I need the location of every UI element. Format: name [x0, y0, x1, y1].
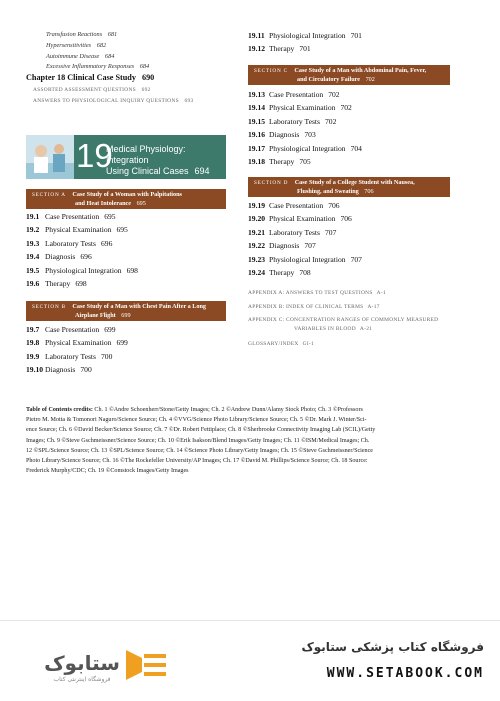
entry-page: 692 — [141, 87, 151, 93]
section-title: Flushing, and Sweating — [297, 187, 359, 195]
entry-page: GI-1 — [302, 341, 315, 347]
section-c-header[interactable] — [248, 65, 450, 85]
entry-page: 698 — [75, 278, 87, 288]
credits-line: ence Source; Ch. 6 ©David Becker/Science Source; Ch. 7 ©Dr. Robert Fettiplace; Ch. 8 ©Sherbrooke Connectivity Imaging Lab (SCIL)/Getty — [26, 427, 376, 434]
section-page: 695 — [136, 199, 146, 207]
toc-entry[interactable] — [248, 144, 362, 157]
toc-appendix[interactable] — [248, 341, 314, 347]
credits-line: Photo Library/Science Source; Ch. 16 ©The Rockefeller University/AP Images; Ch. 17 ©David M. Phillips/Science Source; Ch. 18 Source: — [26, 458, 368, 465]
entry-page: 699 — [104, 325, 116, 334]
toc-entry[interactable] — [248, 201, 362, 214]
entry-title: Case Presentation — [269, 90, 324, 99]
toc-entry[interactable] — [248, 130, 362, 143]
entry-title: GLOSSARY/INDEX — [248, 341, 299, 347]
entry-title: Physiological Integration — [45, 265, 122, 275]
entry-title: Physiological Integration — [269, 254, 346, 264]
toc-entry[interactable] — [26, 365, 128, 378]
entry-page: 706 — [340, 214, 352, 224]
entry-page: 708 — [299, 267, 311, 277]
credits-line: Images; Ch. 9 ©Steve Gschmeissner/Science Source; Ch. 10 ©Erik Isakson/Blend Images/Getty Images; Ch. 11 ©ISM/Medical Images; Ch. — [26, 437, 370, 444]
toc-entry[interactable] — [33, 98, 194, 104]
entry-title: Physical Examination — [269, 214, 336, 224]
entry-number: 19.7 — [26, 325, 40, 334]
entry-page: 702 — [325, 116, 337, 126]
entry-number: 19.6 — [26, 278, 40, 288]
toc-entry[interactable] — [26, 239, 138, 252]
entry-page: A-1 — [376, 290, 386, 296]
right-top-list — [248, 31, 362, 58]
section-title: Case Study of a Woman with Palpitations — [72, 191, 182, 198]
entry-title: Physical Examination — [45, 225, 112, 235]
entry-page: 707 — [325, 227, 337, 237]
toc-entry[interactable] — [248, 157, 362, 170]
toc-entry[interactable] — [26, 338, 128, 351]
entry-title: Autoimmune Disease — [46, 53, 100, 60]
credits-line: Ch. 1 ©Andre Schoenherr/Stone/Getty Images; Ch. 2 ©Andrew Dunn/Alamy Stock Photo; Ch. 3 ©Professors — [92, 407, 363, 413]
entry-title: Diagnosis — [45, 365, 76, 375]
toc-entry[interactable] — [26, 252, 138, 265]
section-page: 699 — [121, 311, 131, 319]
entry-number: 19.14 — [248, 103, 266, 113]
entry-title: Physical Examination — [269, 103, 336, 113]
credits-heading: Table of Contents credits: — [26, 407, 93, 413]
entry-title: ASSORTED ASSESSMENT QUESTIONS — [33, 87, 136, 93]
section-label: SECTION A — [32, 192, 66, 198]
entry-number: 19.18 — [248, 156, 266, 166]
toc-entry[interactable] — [26, 325, 128, 338]
entry-page: 698 — [126, 265, 138, 275]
chapter-title — [106, 144, 226, 177]
entry-title: Case Presentation — [45, 212, 100, 221]
entry-title: Diagnosis — [45, 252, 76, 262]
toc-entry[interactable] — [46, 42, 106, 49]
entry-page: A-17 — [367, 304, 380, 310]
toc-entry[interactable] — [46, 53, 114, 60]
entry-page: 702 — [328, 90, 340, 99]
section-d-list — [248, 201, 362, 281]
toc-entry[interactable] — [33, 87, 151, 93]
entry-title: Physiological Integration — [269, 31, 346, 40]
entry-number: 19.16 — [248, 130, 266, 140]
logo-wordmark: ستابوک — [44, 651, 120, 675]
toc-entry[interactable] — [248, 103, 362, 116]
toc-chapter-entry[interactable] — [26, 73, 154, 82]
entry-page: 695 — [116, 225, 128, 235]
chapter-title-line: Using Clinical Cases — [106, 166, 189, 176]
entry-number: 19.9 — [26, 351, 40, 361]
entry-number: 19.8 — [26, 338, 40, 348]
chapter-title-line: Medical Physiology: Integration — [106, 144, 186, 165]
entry-title: Therapy — [45, 278, 71, 288]
entry-page: 704 — [350, 143, 362, 153]
entry-title: Laboratory Tests — [45, 351, 96, 361]
entry-title: APPENDIX B: INDEX OF CLINICAL TERMS — [248, 304, 364, 310]
entry-number: 19.3 — [26, 238, 40, 248]
entry-page: 701 — [299, 44, 311, 54]
section-title: Case Study of a Man with Chest Pain After a Long — [72, 303, 207, 310]
store-banner[interactable] — [0, 620, 500, 701]
entry-number: 19.2 — [26, 225, 40, 235]
toc-entry[interactable] — [248, 44, 362, 57]
entry-page: 700 — [101, 351, 113, 361]
logo-subtitle: فروشگاه اینترنتی کتاب — [53, 676, 111, 683]
entry-page: 703 — [304, 130, 316, 140]
entry-number: 19.15 — [248, 116, 266, 126]
toc-entry[interactable] — [248, 90, 362, 103]
entry-page: 693 — [184, 98, 194, 104]
section-page: 702 — [365, 75, 375, 83]
credits-line: 12 ©SPL/Science Source; Ch. 13 ©SPL/Science Source; Ch. 14 ©Science Photo Library/Getty Images; Ch. 15 ©Steve Gschmeissner/Science — [26, 447, 374, 454]
entry-page: 705 — [299, 156, 311, 166]
section-c-list — [248, 90, 362, 170]
entry-title: Case Presentation — [269, 201, 324, 210]
toc-entry[interactable] — [26, 225, 138, 238]
entry-page: 706 — [328, 201, 340, 210]
entry-number: 19.11 — [248, 31, 265, 40]
entry-number: 19.5 — [26, 265, 40, 275]
entry-number: 19.17 — [248, 143, 266, 153]
entry-number: 19.23 — [248, 254, 266, 264]
setabook-logo[interactable] — [14, 646, 174, 684]
toc-credits — [26, 405, 466, 476]
section-label: SECTION B — [32, 304, 66, 310]
entry-number: 19.19 — [248, 201, 266, 210]
entry-page: 699 — [116, 338, 128, 348]
section-label: SECTION D — [254, 180, 289, 186]
credits-line: Frederick Murphy/CDC; Ch. 19 ©Comstock Images/Getty Images — [26, 468, 189, 475]
store-name: فروشگاه کتاب پزشکی ستابوک — [301, 640, 484, 654]
toc-entry[interactable] — [46, 31, 117, 38]
toc-entry[interactable] — [46, 63, 149, 70]
toc-entry[interactable] — [248, 268, 362, 281]
toc-entry[interactable] — [26, 266, 138, 279]
entry-page: 707 — [350, 254, 362, 264]
toc-entry[interactable] — [248, 214, 362, 227]
entry-title: ANSWERS TO PHYSIOLOGICAL INQUIRY QUESTIONS — [33, 98, 179, 104]
entry-page: 684 — [139, 63, 150, 70]
toc-entry[interactable] — [248, 241, 362, 254]
chapter-number: 19 — [76, 137, 113, 174]
entry-title: Transfusion Reactions — [46, 31, 103, 38]
toc-entry[interactable] — [26, 279, 138, 292]
chapter-page: 694 — [194, 166, 210, 176]
entry-title: Chapter 18 Clinical Case Study — [26, 73, 136, 82]
toc-appendix[interactable] — [248, 290, 386, 296]
entry-page: 690 — [141, 73, 155, 82]
entry-number: 19.12 — [248, 44, 266, 54]
entry-number: 19.21 — [248, 227, 266, 237]
toc-entry[interactable] — [26, 352, 128, 365]
section-title: Case Study of a Man with Abdominal Pain, Fever, — [294, 67, 427, 74]
entry-page: 681 — [107, 31, 118, 38]
entry-page: 684 — [104, 53, 115, 60]
entry-page: 701 — [350, 31, 362, 40]
entry-number: 19.24 — [248, 267, 266, 277]
entry-title: APPENDIX A: ANSWERS TO TEST QUESTIONS — [248, 290, 373, 296]
entry-title: VARIABLES IN BLOOD — [294, 326, 356, 332]
entry-title: Laboratory Tests — [45, 238, 96, 248]
entry-number: 19.1 — [26, 212, 40, 221]
section-a-header[interactable] — [26, 189, 226, 209]
entry-title: Therapy — [269, 44, 295, 54]
entry-number: 19.10 — [26, 365, 44, 375]
section-page: 706 — [364, 187, 374, 195]
entry-title: Therapy — [269, 267, 295, 277]
entry-page: 702 — [340, 103, 352, 113]
entry-title: Case Presentation — [45, 325, 100, 334]
entry-number: 19.22 — [248, 241, 266, 251]
credits-line: Pietro M. Motta & Tomonori Naguro/Science Source; Ch. 4 ©VVG/Science Photo Library/Science Source; Ch. 5 ©Dr. Mark J. Winter/Sci- — [26, 417, 367, 424]
entry-page: 696 — [80, 252, 92, 262]
entry-title: Diagnosis — [269, 130, 300, 140]
section-title: Airplane Flight — [75, 311, 116, 319]
entry-page: 695 — [104, 212, 116, 221]
toc-entry[interactable] — [26, 212, 138, 225]
entry-number: 19.4 — [26, 252, 40, 262]
entry-page: 682 — [96, 42, 107, 49]
toc-entry[interactable] — [248, 255, 362, 268]
section-title: and Circulatory Failure — [297, 75, 361, 83]
toc-entry[interactable] — [248, 117, 362, 130]
section-b-list — [26, 325, 128, 379]
entry-title: Diagnosis — [269, 241, 300, 251]
entry-page: 707 — [304, 241, 316, 251]
toc-entry[interactable] — [248, 31, 362, 44]
entry-number: 19.20 — [248, 214, 266, 224]
entry-title: Therapy — [269, 156, 295, 166]
toc-entry[interactable] — [248, 228, 362, 241]
section-title: Case Study of a College Student with Nausea, — [294, 179, 415, 186]
entry-title: Physiological Integration — [269, 143, 346, 153]
entry-title: Laboratory Tests — [269, 116, 320, 126]
entry-title: Laboratory Tests — [269, 227, 320, 237]
entry-number: 19.13 — [248, 90, 266, 99]
entry-page: 700 — [80, 365, 92, 375]
entry-title: Physical Examination — [45, 338, 112, 348]
section-a-list — [26, 212, 138, 292]
entry-title: APPENDIX C: CONCENTRATION RANGES OF COMMONLY MEASURED — [248, 317, 439, 323]
section-label: SECTION C — [254, 68, 288, 74]
entry-page: 696 — [101, 238, 113, 248]
section-b-header[interactable] — [26, 301, 226, 321]
entry-title: Hypersensitivities — [46, 42, 92, 49]
entry-page: A-21 — [359, 326, 373, 332]
toc-appendix[interactable] — [248, 304, 380, 310]
toc-appendix[interactable] — [248, 317, 438, 332]
entry-title: Excessive Inflammatory Responses — [46, 63, 135, 70]
chapter-photo — [26, 135, 74, 179]
section-title: and Heat Intolerance — [75, 199, 132, 207]
section-d-header[interactable] — [248, 177, 450, 197]
chapter-19-banner[interactable] — [26, 135, 226, 179]
store-url[interactable]: WWW.SETABOOK.COM — [326, 666, 484, 681]
